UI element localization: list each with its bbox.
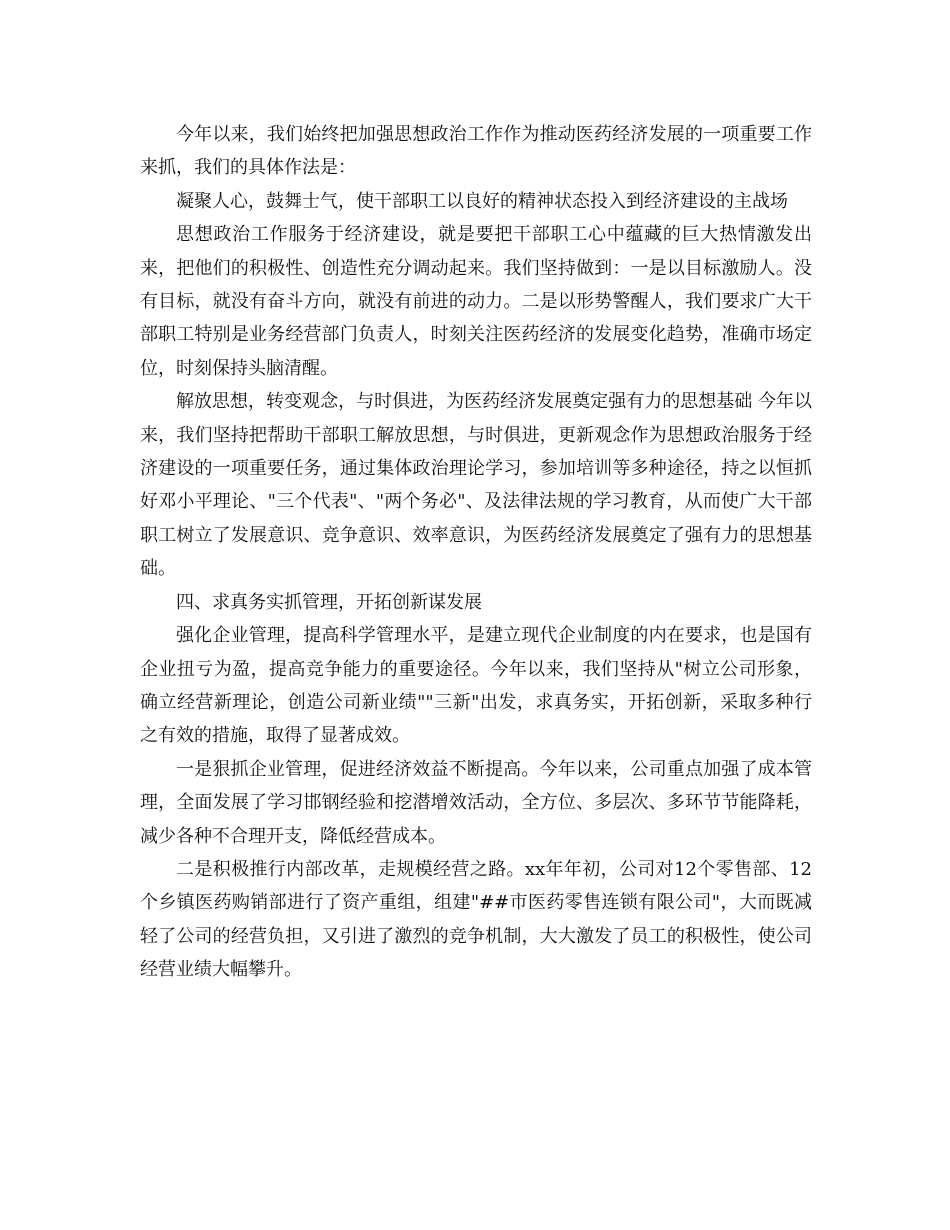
- section-heading-four: 四、求真务实抓管理，开拓创新谋发展: [176, 591, 482, 613]
- paragraph-intro: 今年以来，我们始终把加强思想政治工作作为推动医药经济发展的一项重要工作来抓，我们的具体作法是：: [140, 124, 812, 179]
- paragraph-point-one: 一是狠抓企业管理，促进经济效益不断提高。今年以来，公司重点加强了成本管理，全面发展了学习邯钢经验和挖潜增效活动，全方位、多层次、多环节节能降耗，减少各种不合理开支，降低经营成本。: [140, 758, 812, 847]
- paragraph-point-two: 二是积极推行内部改革，走规模经营之路。xx年年初，公司对12个零售部、12个乡镇医药购销部进行了资产重组，组建"##市医药零售连锁有限公司"，大而既减轻了公司的经营负担，又引进了激烈的竞争机制，大大激发了员工的积极性，使公司经营业绩大幅攀升。: [140, 858, 812, 981]
- paragraph-political-work: 思想政治工作服务于经济建设，就是要把干部职工心中蕴藏的巨大热情激发出来，把他们的积极性、创造性充分调动起来。我们坚持做到：一是以目标激励人。没有目标，就没有奋斗方向，就没有前进的动力。二是以形势警醒人，我们要求广大干部职工特别是业务经营部门负责人，时刻关注医药经济的发展变化趋势，准确市场定位，时刻保持头脑清醒。: [140, 224, 812, 379]
- paragraph-heading-unite-morale: 凝聚人心，鼓舞士气，使干部职工以良好的精神状态投入到经济建设的主战场: [176, 190, 788, 212]
- document-body: [140, 118, 812, 987]
- paragraph-strengthen-management: 强化企业管理，提高科学管理水平，是建立现代企业制度的内在要求，也是国有企业扭亏为盈，提高竞争能力的重要途径。今年以来，我们坚持从"树立公司形象，确立经营新理论，创造公司新业绩""三新"出发，求真务实，开拓创新，采取多种行之有效的措施，取得了显著成效。: [140, 625, 812, 747]
- paragraph-emancipate-mind: 解放思想，转变观念，与时俱进，为医药经济发展奠定强有力的思想基础 今年以来，我们坚持把帮助干部职工解放思想，与时俱进，更新观念作为思想政治服务于经济建设的一项重要任务，通过集体政治理论学习，参加培训等多种途径，持之以恒抓好邓小平理论、"三个代表"、"两个务必"、及法律法规的学习教育，从而使广大干部职工树立了发展意识、竞争意识、效率意识，为医药经济发展奠定了强有力的思想基础。: [140, 391, 812, 580]
